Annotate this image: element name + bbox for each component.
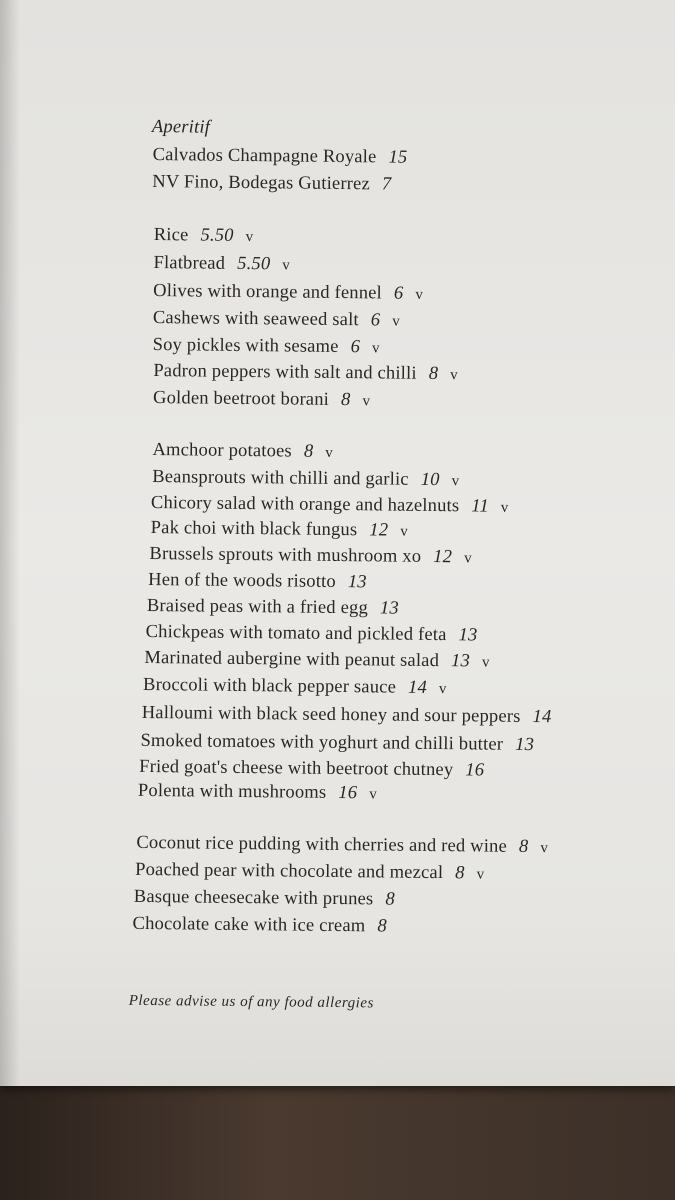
item-price: 6 <box>370 310 381 331</box>
item-name: Calvados Champagne Royale <box>152 145 377 168</box>
menu-item <box>153 307 400 333</box>
menu-item <box>152 466 459 492</box>
menu-item <box>144 647 490 674</box>
menu-item <box>148 569 379 594</box>
item-name: Amchoor potatoes <box>152 440 293 462</box>
item-name: Chickpeas with tomato and pickled feta <box>145 621 447 646</box>
item-name: Chicory salad with orange and hazelnuts <box>150 493 460 517</box>
item-price: 8 <box>377 916 387 937</box>
menu-item <box>139 756 496 783</box>
menu-item <box>149 543 472 569</box>
veg-marker: v <box>415 286 424 303</box>
menu-item <box>146 621 490 648</box>
menu-item <box>154 224 254 248</box>
menu-item <box>138 780 377 806</box>
item-name: Golden beetroot borani <box>152 388 330 410</box>
item-name: Marinated aubergine with peanut salad <box>144 647 440 672</box>
item-name: Polenta with mushrooms <box>137 780 327 803</box>
item-price: 6 <box>350 337 361 358</box>
veg-marker: v <box>438 681 447 698</box>
menu-item <box>152 439 333 464</box>
menu-item <box>153 144 408 169</box>
item-price: 8 <box>428 363 439 385</box>
item-price: 7 <box>381 174 392 195</box>
menu-item <box>151 492 509 519</box>
item-name: Padron peppers with salt and chilli <box>153 361 417 384</box>
item-price: 13 <box>450 651 471 672</box>
item-name: Beansprouts with chilli and garlic <box>152 467 409 490</box>
menu-item <box>132 913 399 939</box>
menu-item <box>147 595 411 621</box>
item-name: Hen of the woods risotto <box>148 570 337 592</box>
item-name: Braised peas with a fried egg <box>146 595 369 619</box>
item-price: 8 <box>303 441 314 462</box>
menu-item <box>153 280 423 306</box>
item-price: 13 <box>515 734 535 756</box>
item-price: 11 <box>471 496 489 517</box>
menu-item <box>143 674 447 700</box>
veg-marker: v <box>464 550 472 567</box>
veg-marker: v <box>325 444 334 461</box>
item-name: Flatbread <box>153 253 226 274</box>
item-name: Basque cheesecake with prunes <box>133 886 374 910</box>
veg-marker: v <box>400 523 409 540</box>
item-name: NV Fino, Bodegas Gutierrez <box>152 172 371 195</box>
item-price: 10 <box>420 469 440 491</box>
menu-item <box>153 252 290 276</box>
item-name: Soy pickles with sesame <box>152 335 339 357</box>
veg-marker: v <box>540 840 549 857</box>
item-price: 8 <box>385 889 395 910</box>
veg-marker: v <box>476 866 485 883</box>
aperitif-heading: Aperitif <box>151 117 211 138</box>
menu-item <box>134 886 407 912</box>
item-price: 6 <box>393 283 404 304</box>
item-price: 13 <box>379 598 399 619</box>
allergy-note: Please advise us of any food allergies <box>128 992 374 1012</box>
item-name: Brussels sprouts with mushroom xo <box>149 544 422 567</box>
item-name: Olives with orange and fennel <box>153 281 383 304</box>
menu-item <box>151 517 408 543</box>
item-price: 5.50 <box>237 253 271 275</box>
veg-marker: v <box>450 367 458 384</box>
item-price: 8 <box>518 836 529 858</box>
veg-marker: v <box>451 473 460 490</box>
item-name: Broccoli with black pepper sauce <box>142 674 397 698</box>
menu-item <box>135 859 484 886</box>
item-price: 16 <box>465 760 485 781</box>
menu-item <box>152 171 391 196</box>
item-price: 8 <box>455 863 465 884</box>
item-name: Halloumi with black seed honey and sour peppers <box>141 702 521 727</box>
item-name: Poached pear with chocolate and mezcal <box>135 859 444 884</box>
menu-item <box>153 334 380 359</box>
veg-marker: v <box>500 499 509 516</box>
veg-marker: v <box>362 393 371 410</box>
item-price: 12 <box>433 546 453 568</box>
menu-item <box>153 387 370 412</box>
item-price: 14 <box>532 707 552 728</box>
item-price: 5.50 <box>200 225 234 246</box>
veg-marker: v <box>245 229 254 246</box>
item-name: Pak choi with black fungus <box>150 518 358 541</box>
menu-item <box>136 832 548 859</box>
item-name: Fried goat's cheese with beetroot chutney <box>139 756 454 781</box>
item-name: Smoked tomatoes with yoghurt and chilli butter <box>140 730 504 755</box>
item-name: Cashews with seaweed salt <box>152 308 359 331</box>
veg-marker: v <box>371 340 380 357</box>
menu-item <box>142 702 564 729</box>
veg-marker: v <box>369 786 378 803</box>
item-name: Rice <box>153 225 189 246</box>
item-name: Chocolate cake with ice cream <box>132 913 366 937</box>
item-price: 8 <box>340 390 351 411</box>
item-price: 16 <box>338 783 358 804</box>
item-price: 14 <box>407 677 428 698</box>
item-price: 13 <box>347 572 367 593</box>
item-price: 15 <box>388 147 408 168</box>
item-name: Coconut rice pudding with cherries and red wine <box>136 832 508 857</box>
menu-item <box>140 730 546 757</box>
item-price: 12 <box>369 520 389 541</box>
menu-item <box>153 360 458 386</box>
item-price: 13 <box>458 625 478 646</box>
veg-marker: v <box>481 654 490 671</box>
veg-marker: v <box>392 313 401 330</box>
veg-marker: v <box>282 257 291 274</box>
